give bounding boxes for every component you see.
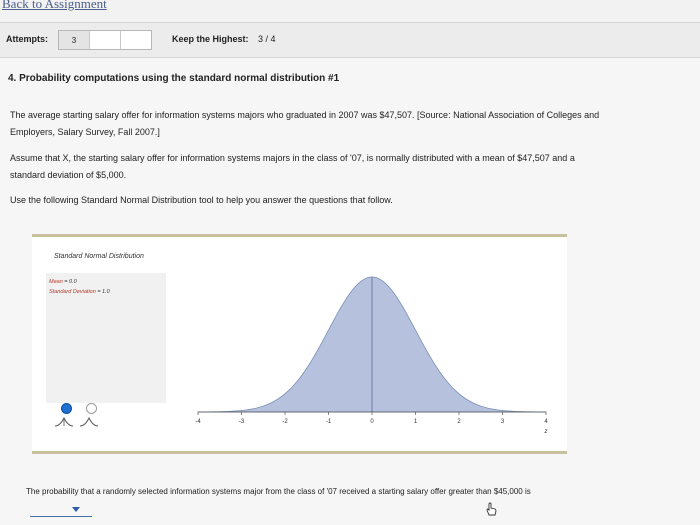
standard-normal-tool [32,234,567,454]
two-tail-radio[interactable] [86,403,97,414]
attempt-count: 3 [59,31,90,49]
hand-pointer-icon [484,502,498,516]
attempts-label: Attempts: [6,34,48,44]
instruction-text: Use the following Standard Normal Distribution tool to help you answer the questions that follow. [10,195,393,205]
source-paragraph [10,107,688,141]
x-tick-label: 0 [370,419,374,425]
x-tick-label: 4 [544,419,548,425]
one-tail-curve-icon[interactable] [55,417,73,427]
z-axis-label: z [544,429,548,435]
tool-parameters-panel [46,273,166,403]
one-tail-radio[interactable] [61,403,72,414]
assumption-line-1: Assume that X, the starting salary offer for information systems majors in the class of '07, is normally distributed with a mean of $47,507 and a [10,153,575,163]
mean-param [49,279,77,285]
mean-key: Mean [49,279,63,285]
assumption-line-2: standard deviation of $5,000. [10,170,127,180]
x-tick-label: -3 [238,419,245,425]
question-content [0,58,700,525]
x-tick-label: 1 [413,419,418,425]
dropdown-arrow-icon[interactable] [72,507,80,512]
x-tick-label: 3 [500,419,505,425]
attempt-box [90,31,121,49]
attempt-boxes [58,30,152,50]
source-line-1: The average starting salary offer for information systems majors who graduated in 2007 was $47,507. [Source: National Association of Colleges and [10,110,600,120]
keep-highest-label: Keep the Highest: [172,34,249,44]
x-tick-label: -1 [325,419,332,425]
question-title: 4. Probability computations using the standard normal distribution #1 [8,73,340,84]
back-to-assignment-link[interactable]: Back to Assignment [2,0,107,11]
sd-param [49,289,110,295]
keep-highest-value: 3 / 4 [258,34,276,44]
answer-dropdown[interactable] [30,502,92,517]
mean-value: = 0.0 [64,279,77,285]
attempts-bar [0,22,700,58]
two-tail-curve-icon[interactable] [80,417,98,427]
answer-prompt: The probability that a randomly selected information systems major from the class of '07 received a starting salary offer greater than $45,000 is [26,487,531,496]
assumption-paragraph [10,150,688,184]
source-line-2: Employers, Salary Survey, Fall 2007.] [10,127,160,137]
sd-value: = 1.0 [97,289,110,295]
sd-key: Standard Deviation [49,289,96,295]
normal-curve-plot[interactable] [182,247,562,437]
attempt-box [121,31,151,49]
x-tick-label: -2 [282,419,288,425]
x-tick-label: 2 [457,419,461,425]
tool-title: Standard Normal Distribution [54,253,144,260]
x-tick-label: -4 [195,419,201,425]
